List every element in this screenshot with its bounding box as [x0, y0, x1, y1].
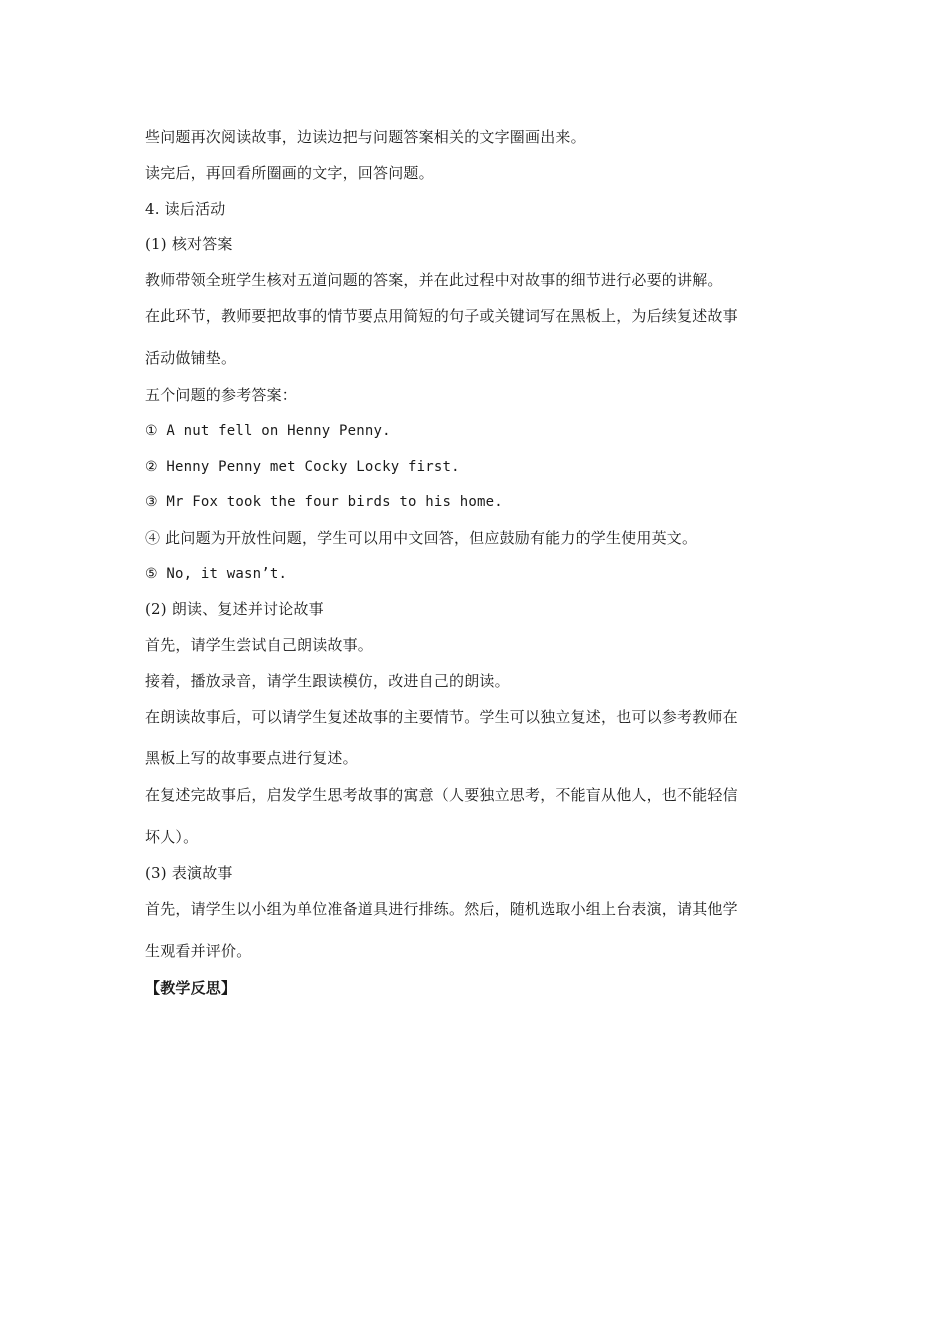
paragraph-line: 首先，请学生以小组为单位准备道具进行排练。然后，随机选取小组上台表演，请其他学	[145, 900, 738, 918]
subsection-heading: (3) 表演故事	[145, 864, 233, 882]
subsection-heading: (2) 朗读、复述并讨论故事	[145, 600, 324, 618]
paragraph-line: 黑板上写的故事要点进行复述。	[145, 749, 358, 767]
reflection-heading: 【教学反思】	[145, 979, 237, 997]
section-heading: 4. 读后活动	[145, 200, 226, 218]
paragraph-line: 首先，请学生尝试自己朗读故事。	[145, 636, 374, 654]
paragraph-line: 在此环节，教师要把故事的情节要点用简短的句子或关键词写在黑板上，为后续复述故事	[145, 307, 738, 325]
answer-item-4: ④ 此问题为开放性问题，学生可以用中文回答，但应鼓励有能力的学生使用英文。	[145, 529, 698, 547]
paragraph-line: 读完后，再回看所圈画的文字，回答问题。	[145, 164, 434, 182]
subsection-heading: (1) 核对答案	[145, 235, 233, 253]
paragraph-line: 五个问题的参考答案：	[145, 386, 298, 404]
paragraph-line: 活动做铺垫。	[145, 349, 237, 367]
answer-item-5: ⑤ No, it wasn’t.	[145, 566, 288, 582]
paragraph-line: 生观看并评价。	[145, 942, 252, 960]
answer-item-2: ② Henny Penny met Cocky Locky first.	[145, 459, 460, 475]
answer-item-3: ③ Mr Fox took the four birds to his home.	[145, 494, 503, 510]
paragraph-line: 些问题再次阅读故事，边读边把与问题答案相关的文字圈画出来。	[145, 128, 586, 146]
paragraph-line: 接着，播放录音，请学生跟读模仿，改进自己的朗读。	[145, 672, 510, 690]
paragraph-line: 在复述完故事后，启发学生思考故事的寓意（人要独立思考，不能盲从他人，也不能轻信	[145, 786, 738, 804]
paragraph-line: 坏人）。	[145, 828, 199, 846]
paragraph-line: 教师带领全班学生核对五道问题的答案，并在此过程中对故事的细节进行必要的讲解。	[145, 271, 723, 289]
paragraph-line: 在朗读故事后，可以请学生复述故事的主要情节。学生可以独立复述，也可以参考教师在	[145, 708, 738, 726]
answer-item-1: ① A nut fell on Henny Penny.	[145, 423, 391, 439]
